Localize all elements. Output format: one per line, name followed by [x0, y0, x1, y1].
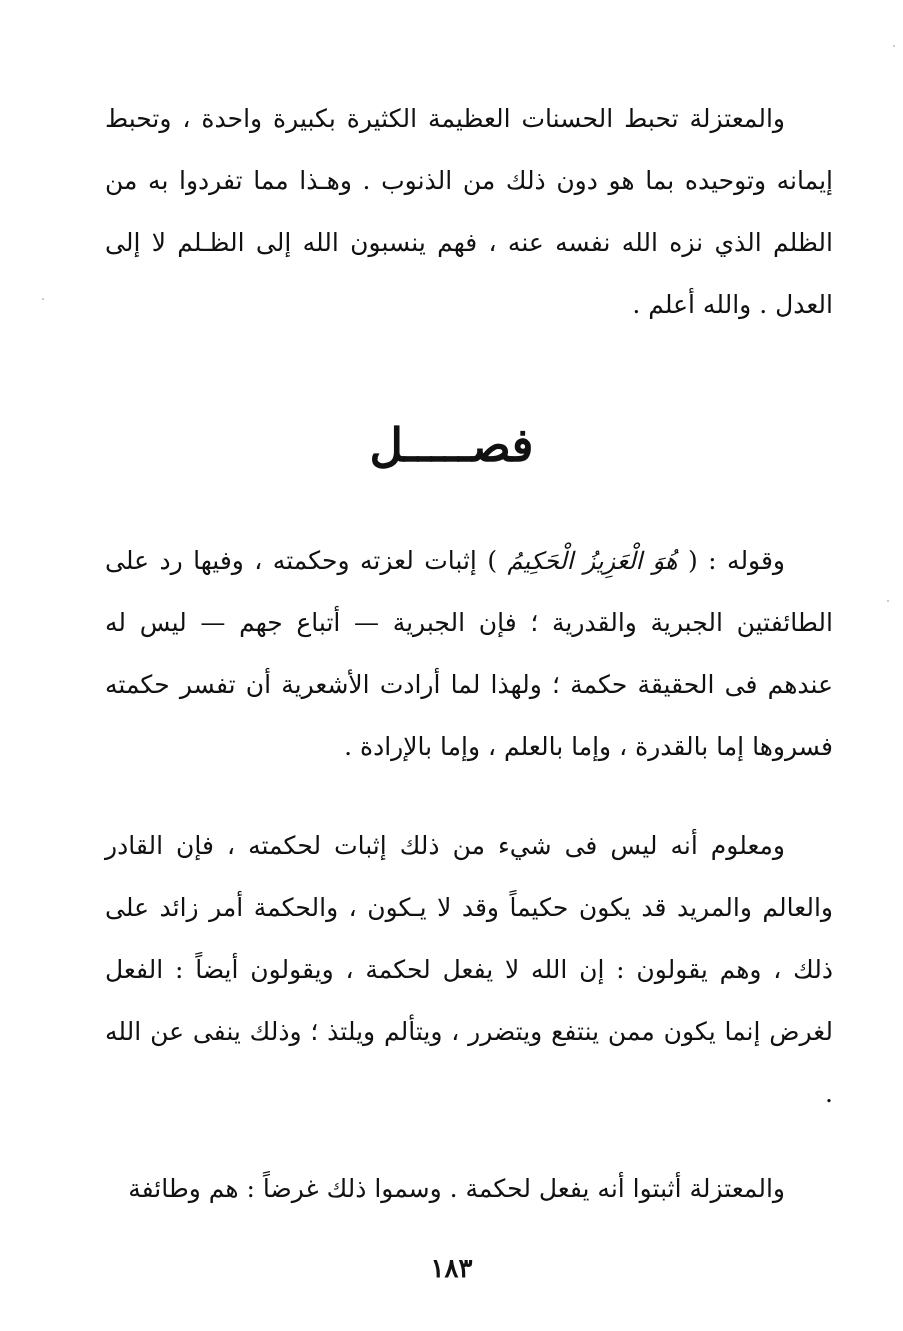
scan-speck [893, 45, 895, 47]
paragraph-2-lead: وقوله : ( [687, 546, 785, 575]
section-heading [0, 418, 903, 472]
paragraph-3-text: ومعلوم أنه ليس فى شيء من ذلك إثبات لحكمته ، فإن القادر والعالم والمريد قد يكون حكيماً وقد لا يـكون ، والحكمة أمر زائد على ذلك ، وهم يقولون : إن الله لا يفعل لحكمة ، ويقولون أيضاً : الفعل لغرض إنما يكون ممن ينتفع ويتضرر ، ويتألم ويلتذ ؛ وذلك ينفى عن الله . [105, 831, 833, 1108]
paragraph-2-text: ) إثبات لعزته وحكمته ، وفيها رد على الطائفتين الجبرية والقدرية ؛ فإن الجبرية — أتباع جهم — ليس له عندهم فى الحقيقة حكمة ؛ ولهذا لما أرادت الأشعرية أن تفسر حكمته فسروها إما بالقدرة ، وإما بالعلم ، وإما بالإرادة . [105, 546, 833, 761]
scan-speck [42, 298, 44, 300]
section-heading-text: فصـــــل [369, 418, 534, 472]
paragraph-4-text: والمعتزلة أثبتوا أنه يفعل لحكمة . وسموا ذلك غرضاً : هم وطائفة [128, 1174, 785, 1203]
paragraph-1 [105, 88, 833, 336]
page-number-text: ١٨٣ [430, 1254, 473, 1284]
quran-quote: هُوَ الْعَزِيزُ الْحَكِيمُ [507, 547, 678, 575]
paragraph-3 [105, 815, 833, 1125]
paragraph-2 [105, 530, 833, 778]
page-number [0, 1254, 903, 1284]
scan-speck [887, 600, 889, 602]
paragraph-4 [105, 1158, 833, 1220]
paragraph-1-text: والمعتزلة تحبط الحسنات العظيمة الكثيرة بكبيرة واحدة ، وتحبط إيمانه وتوحيده بما هو دون ذلك من الذنوب . وهـذا مما تفردوا به من الظلم الذي نزه الله نفسه عنه ، فهم ينسبون الله إلى الظـلم لا إلى العدل . والله أعلم . [105, 104, 833, 319]
